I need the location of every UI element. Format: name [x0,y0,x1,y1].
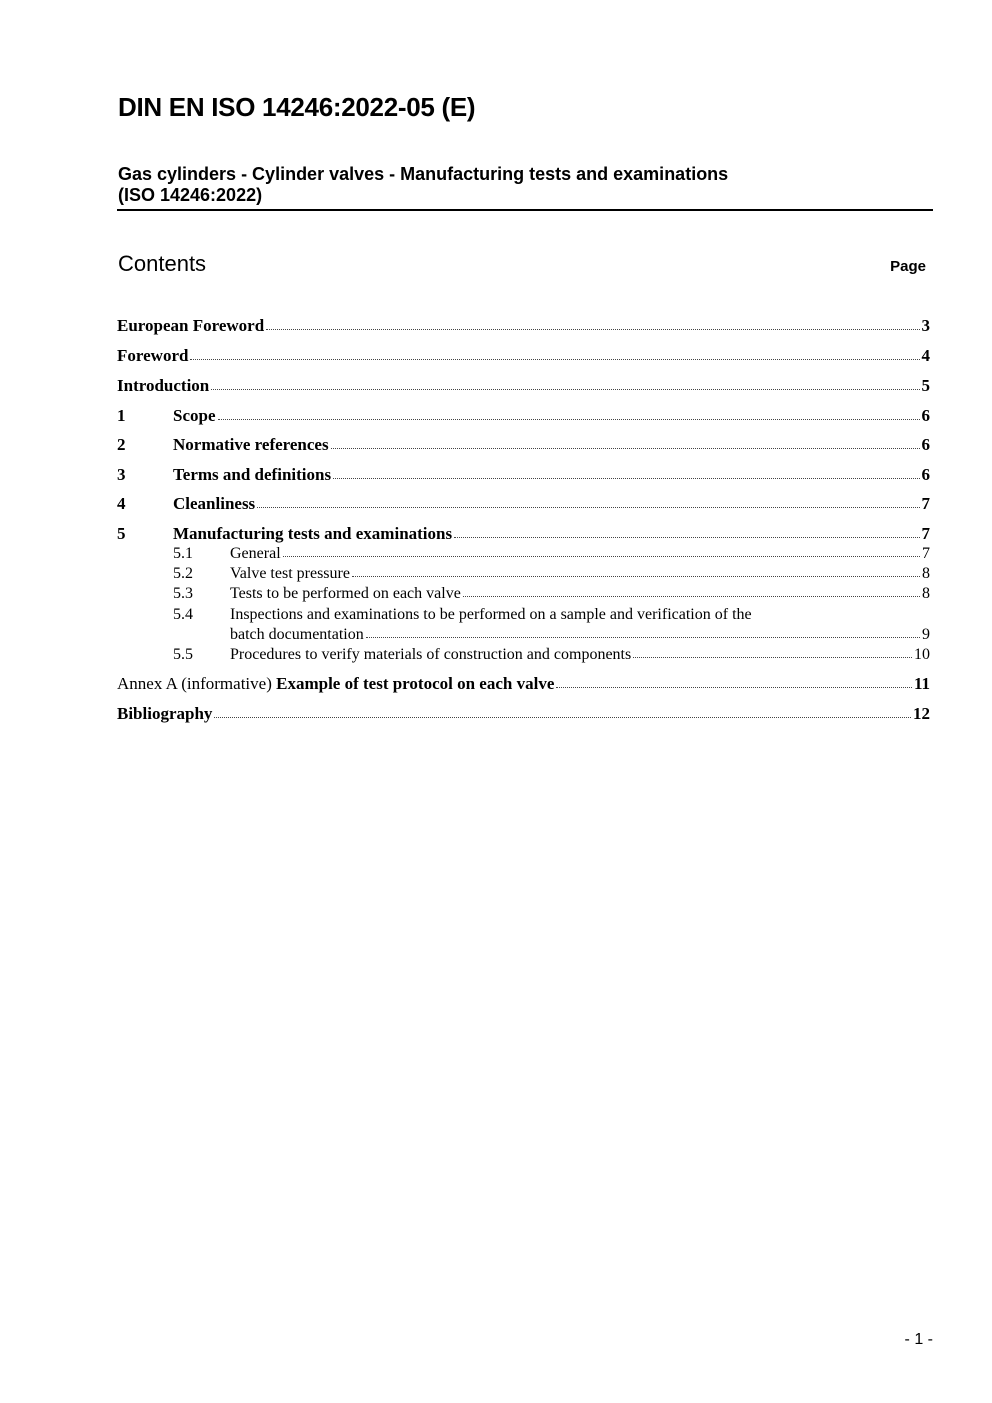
toc-leader-dots [352,572,920,577]
toc-entry-terms-and-definitions[interactable] [117,465,930,485]
toc-entry-number: 3 [117,465,126,484]
toc-entry-title: General [230,545,281,562]
toc-entry-page: 3 [921,316,930,335]
toc-entry-page: 8 [922,585,930,602]
toc-leader-dots [556,683,912,688]
toc-entry-page: 6 [921,435,930,454]
toc-entry-title: Scope [173,406,216,425]
toc-entry-manufacturing-tests[interactable] [117,524,930,544]
toc-leader-dots [333,474,919,479]
toc-entry-title: Cleanliness [173,494,256,513]
toc-entry-tests-each-valve[interactable] [117,584,930,604]
toc-leader-dots [266,325,919,330]
toc-entry-title-continued: batch documentation [230,626,364,643]
toc-entry-title: Inspections and examinations to be performed on a sample and verification of the [230,606,752,623]
toc-entry-title: Terms and definitions [173,465,332,484]
toc-entry-title: Foreword [117,346,189,365]
subtitle-line: Gas cylinders - Cylinder valves - Manufacturing tests and examinations [118,164,729,184]
title-divider [117,209,933,211]
toc-entry-title: Valve test pressure [230,565,350,582]
toc-entry-title: Bibliography [117,704,213,723]
toc-leader-dots [214,713,911,718]
toc-leader-dots [331,444,920,449]
annex-prefix: Annex A (informative) [117,674,272,693]
toc-entry-normative-references[interactable] [117,435,930,455]
toc-entry-page: 6 [921,465,930,484]
toc-entry-title: Tests to be performed on each valve [230,585,461,602]
page-number: - 1 - [904,1331,933,1348]
toc-entry-page: 9 [922,626,930,643]
annex-title: Example of test protocol on each valve [276,674,555,693]
toc-leader-dots [633,653,912,658]
toc-entry-inspections-line1[interactable] [117,605,930,625]
toc-entry-number: 5 [117,524,126,543]
toc-entry-valve-test-pressure[interactable] [117,564,930,584]
toc-entry-title: Procedures to verify materials of construction and components [230,646,632,663]
toc-entry-page: 7 [921,524,930,543]
toc-entry-page: 6 [921,406,930,425]
contents-heading: Contents [118,251,207,276]
toc-entry-foreword[interactable] [117,346,930,366]
toc-entry-general[interactable] [117,544,930,564]
toc-entry-page: 8 [922,565,930,582]
toc-leader-dots [190,355,919,360]
toc-entry-introduction[interactable] [117,376,930,396]
toc-leader-dots [218,415,920,420]
toc-entry-title: Manufacturing tests and examinations [173,524,453,543]
toc-entry-european-foreword[interactable] [117,316,930,336]
document-subtitle [118,164,933,206]
toc-entry-number: 5.4 [173,606,193,623]
toc-leader-dots [366,633,920,638]
toc-entry-cleanliness[interactable] [117,494,930,514]
subtitle-line: (ISO 14246:2022) [118,185,263,205]
toc-leader-dots [211,385,919,390]
toc-entry-page: 4 [921,346,930,365]
toc-entry-number: 2 [117,435,126,454]
toc-leader-dots [463,592,920,597]
toc-entry-page: 7 [922,545,930,562]
toc-leader-dots [283,552,920,557]
toc-entry-bibliography[interactable] [117,704,930,724]
toc-entry-page: 12 [913,704,930,723]
toc-leader-dots [257,503,919,508]
toc-entry-page: 7 [921,494,930,513]
toc-entry-title: European Foreword [117,316,265,335]
toc-entry-page: 11 [913,674,930,693]
toc-entry-number: 5.1 [173,545,193,562]
toc-entry-number: 5.3 [173,585,193,602]
toc-entry-procedures-verify[interactable] [117,645,930,665]
toc-leader-dots [454,533,919,538]
document-title: DIN EN ISO 14246:2022-05 (E) [118,92,476,122]
toc-entry-scope[interactable] [117,406,930,426]
toc-entry-title: Normative references [173,435,329,454]
toc-entry-inspections-line2[interactable] [117,625,930,645]
toc-entry-number: 1 [117,406,126,425]
toc-entry-title: Introduction [117,376,210,395]
toc-entry-page: 5 [921,376,930,395]
toc-entry-number: 5.2 [173,565,193,582]
toc-entry-number: 5.5 [173,646,193,663]
toc-entry-annex-a[interactable] [117,674,930,694]
page-column-label: Page [890,258,926,275]
toc-entry-page: 10 [914,646,930,663]
toc-entry-number: 4 [117,494,126,513]
toc-entry-title [117,674,554,694]
